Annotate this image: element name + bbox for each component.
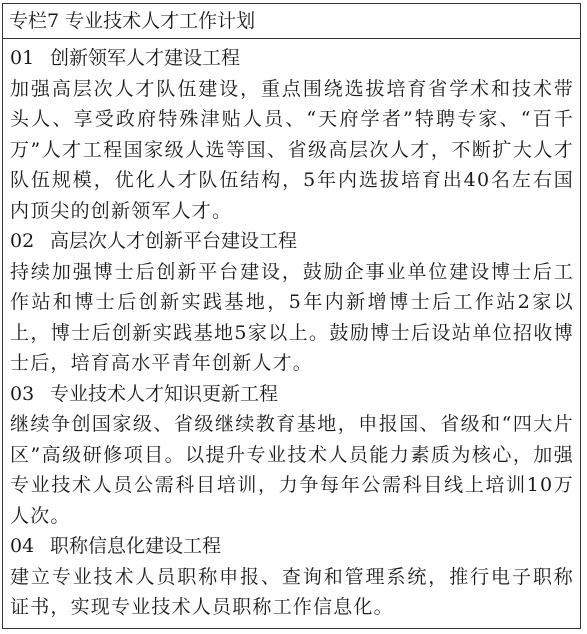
section-number: 03 — [10, 382, 35, 405]
section-heading-text: 专业技术人才知识更新工程 — [50, 382, 279, 405]
section-heading — [10, 379, 574, 410]
section-heading-text: 职称信息化建设工程 — [50, 535, 222, 557]
section-heading — [10, 531, 574, 562]
section-02 — [10, 226, 574, 379]
section-body: 继续争创国家级、省级继续教育基地，申报国、省级和“四大片区”高级研修项目。以提升专业技术人员能力素质为核心，加强专业技术人员公需科目培训，力争每年公需科目线上培训10万人次。 — [10, 413, 574, 527]
section-body: 建立专业技术人员职称申报、查询和管理系统，推行电子职称证书，实现专业技术人员职称工作信息化。 — [10, 565, 574, 618]
section-03 — [10, 379, 574, 532]
section-heading-text: 高层次人才创新平台建设工程 — [50, 230, 298, 252]
section-body: 持续加强博士后创新平台建设，鼓励企事业单位建设博士后工作站和博士后创新实践基地，5年内新增博士后工作站2家以上，博士后创新实践基地5家以上。鼓励博士后设站单位招收博士后，培育高水平青年创新人才。 — [10, 260, 574, 374]
section-heading-text: 创新领军人才建设工程 — [50, 47, 241, 69]
column-box — [2, 3, 581, 629]
section-number: 04 — [10, 535, 35, 557]
section-number: 01 — [10, 47, 35, 69]
section-body: 加强高层次人才队伍建设，重点围绕选拔培育省学术和技术带头人、享受政府特殊津贴人员、“天府学者”特聘专家、“百千万”人才工程国家级人选等国、省级高层次人才，不断扩大人才队伍规模，优化人才队伍结构，5年内选拔培育出40名左右国内顶尖的创新领军人才。 — [10, 77, 574, 222]
section-number: 02 — [10, 230, 35, 252]
section-heading — [10, 226, 574, 257]
section-04 — [10, 531, 574, 623]
column-content — [3, 39, 580, 623]
section-heading — [10, 43, 574, 74]
column-title: 专栏7 专业技术人才工作计划 — [3, 4, 580, 39]
section-01 — [10, 43, 574, 226]
